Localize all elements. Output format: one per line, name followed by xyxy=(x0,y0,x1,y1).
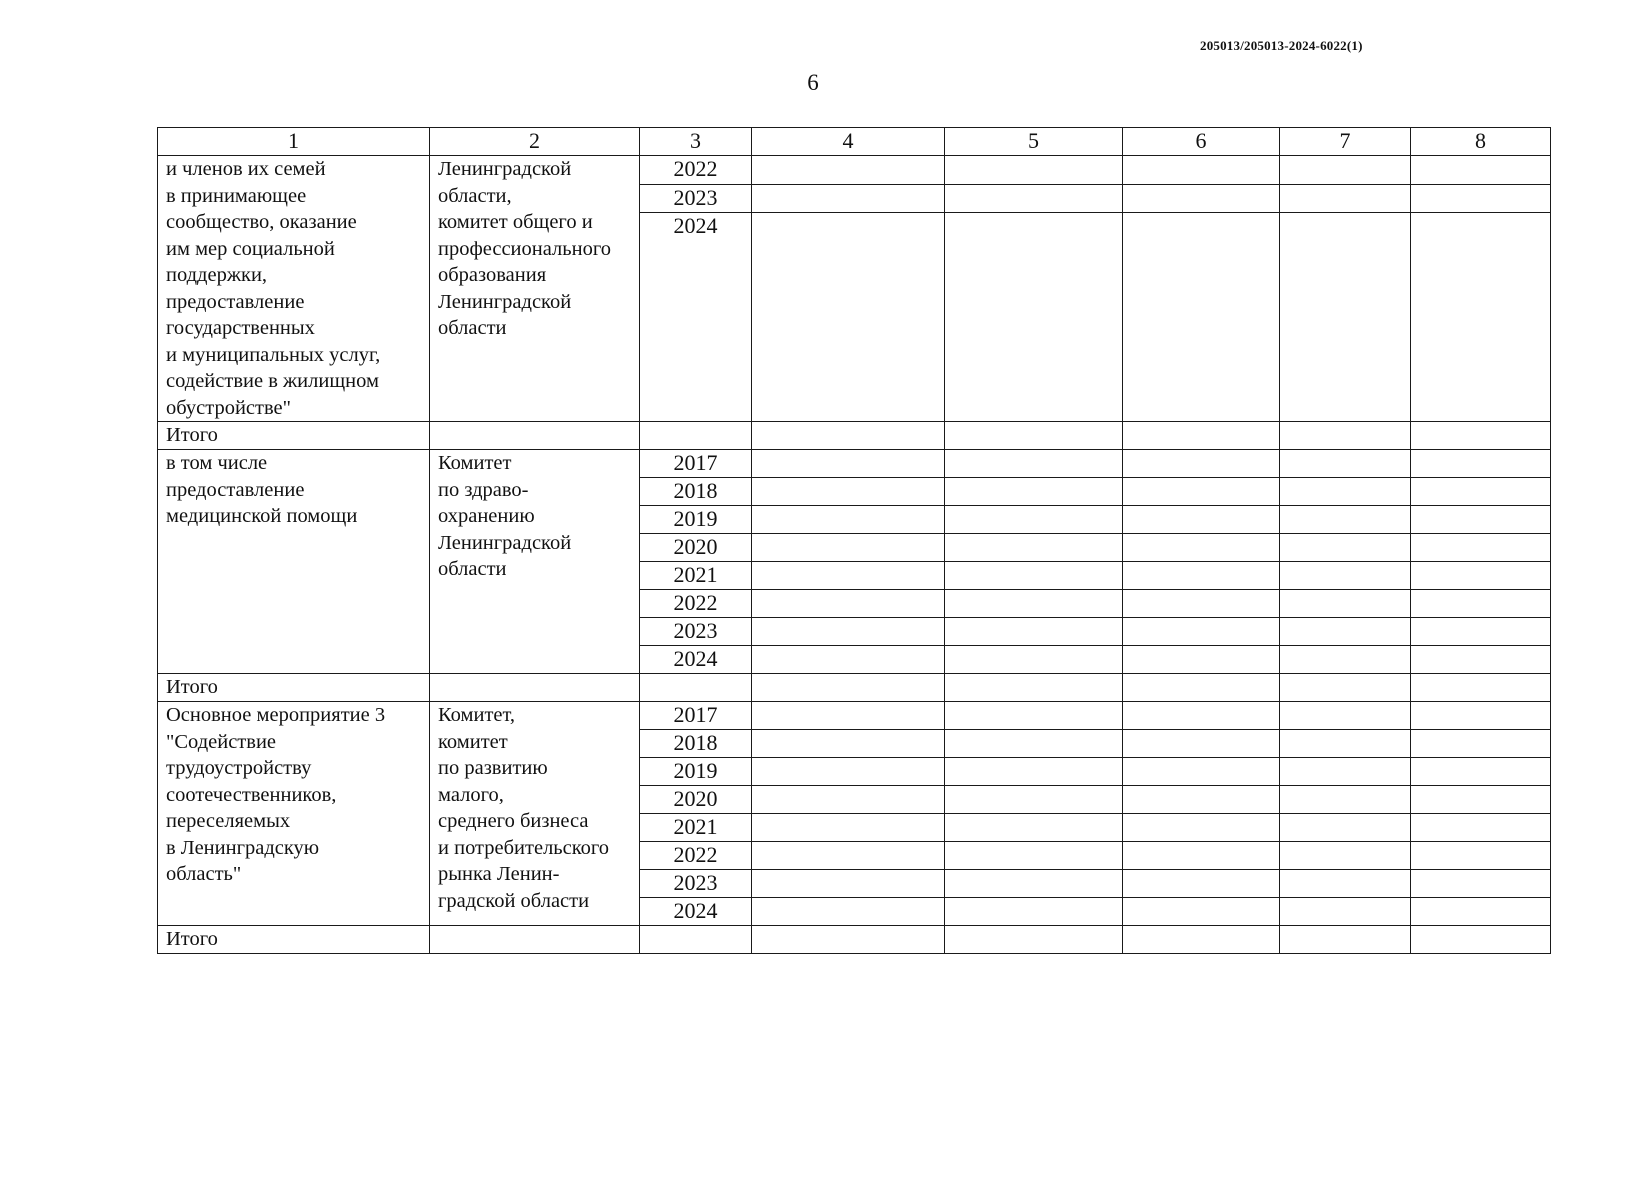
value-cell xyxy=(945,814,1123,842)
value-cell xyxy=(1411,870,1551,898)
table-row xyxy=(158,156,1551,185)
executor-cell: Ленинградской области, комитет общего и профессионального образования Ленинградской области xyxy=(430,156,640,422)
value-cell xyxy=(1411,842,1551,870)
total-label: Итого xyxy=(158,674,430,702)
value-cell xyxy=(1280,870,1411,898)
table-row xyxy=(158,702,1551,730)
year-cell: 2022 xyxy=(640,590,752,618)
value-cell xyxy=(1123,674,1280,702)
year-cell: 2020 xyxy=(640,534,752,562)
value-cell xyxy=(945,184,1123,213)
value-cell xyxy=(640,926,752,954)
table-row xyxy=(158,450,1551,478)
year-cell: 2018 xyxy=(640,730,752,758)
total-label: Итого xyxy=(158,926,430,954)
value-cell xyxy=(1123,786,1280,814)
year-cell: 2018 xyxy=(640,478,752,506)
value-cell xyxy=(1411,814,1551,842)
value-cell xyxy=(1280,842,1411,870)
year-cell: 2024 xyxy=(640,213,752,422)
document-id: 205013/205013-2024-6022(1) xyxy=(1200,38,1363,53)
value-cell xyxy=(752,702,945,730)
value-cell xyxy=(1280,786,1411,814)
value-cell xyxy=(1411,898,1551,926)
value-cell xyxy=(1411,422,1551,450)
value-cell xyxy=(1280,184,1411,213)
value-cell xyxy=(945,646,1123,674)
value-cell xyxy=(945,422,1123,450)
value-cell xyxy=(752,478,945,506)
value-cell xyxy=(1123,618,1280,646)
total-row xyxy=(158,674,1551,702)
value-cell xyxy=(1123,562,1280,590)
value-cell xyxy=(752,926,945,954)
value-cell xyxy=(1123,870,1280,898)
value-cell xyxy=(752,842,945,870)
value-cell xyxy=(1411,674,1551,702)
year-cell: 2019 xyxy=(640,758,752,786)
value-cell xyxy=(430,422,640,450)
value-cell xyxy=(752,422,945,450)
value-cell xyxy=(430,674,640,702)
value-cell xyxy=(1280,534,1411,562)
value-cell xyxy=(1280,590,1411,618)
value-cell xyxy=(1123,156,1280,185)
value-cell xyxy=(752,870,945,898)
value-cell xyxy=(1123,422,1280,450)
value-cell xyxy=(1280,618,1411,646)
value-cell xyxy=(945,562,1123,590)
value-cell xyxy=(1123,814,1280,842)
year-cell: 2024 xyxy=(640,898,752,926)
value-cell xyxy=(752,898,945,926)
column-header: 5 xyxy=(945,128,1123,156)
value-cell xyxy=(1411,646,1551,674)
value-cell xyxy=(1411,506,1551,534)
value-cell xyxy=(945,730,1123,758)
value-cell xyxy=(1411,618,1551,646)
value-cell xyxy=(1280,478,1411,506)
value-cell xyxy=(752,618,945,646)
total-row xyxy=(158,926,1551,954)
value-cell xyxy=(945,926,1123,954)
year-cell: 2022 xyxy=(640,156,752,185)
value-cell xyxy=(1411,926,1551,954)
value-cell xyxy=(1411,478,1551,506)
year-cell: 2021 xyxy=(640,814,752,842)
value-cell xyxy=(1123,702,1280,730)
value-cell xyxy=(752,730,945,758)
value-cell xyxy=(640,422,752,450)
column-header: 7 xyxy=(1280,128,1411,156)
value-cell xyxy=(945,898,1123,926)
year-cell: 2019 xyxy=(640,506,752,534)
value-cell xyxy=(945,702,1123,730)
value-cell xyxy=(752,590,945,618)
value-cell xyxy=(1123,926,1280,954)
value-cell xyxy=(1123,534,1280,562)
activity-cell: в том числе предоставление медицинской помощи xyxy=(158,450,430,674)
value-cell xyxy=(752,786,945,814)
value-cell xyxy=(1123,758,1280,786)
value-cell xyxy=(945,870,1123,898)
value-cell xyxy=(945,758,1123,786)
value-cell xyxy=(1280,562,1411,590)
data-table xyxy=(157,127,1551,954)
value-cell xyxy=(1411,730,1551,758)
value-cell xyxy=(1123,898,1280,926)
value-cell xyxy=(945,450,1123,478)
value-cell xyxy=(752,156,945,185)
year-cell: 2023 xyxy=(640,184,752,213)
value-cell xyxy=(752,450,945,478)
value-cell xyxy=(945,156,1123,185)
value-cell xyxy=(752,506,945,534)
value-cell xyxy=(945,213,1123,422)
executor-cell: Комитет, комитет по развитию малого, среднего бизнеса и потребительского рынка Ленин- градской области xyxy=(430,702,640,926)
column-header: 3 xyxy=(640,128,752,156)
value-cell xyxy=(1123,842,1280,870)
year-cell: 2017 xyxy=(640,702,752,730)
value-cell xyxy=(1411,702,1551,730)
value-cell xyxy=(1280,646,1411,674)
value-cell xyxy=(1280,156,1411,185)
page-number: 6 xyxy=(807,70,819,95)
activity-cell: Основное мероприятие 3 "Содействие трудоустройству соотечественников, переселяемых в Ленинградскую область" xyxy=(158,702,430,926)
value-cell xyxy=(752,184,945,213)
value-cell xyxy=(1123,478,1280,506)
activity-cell: и членов их семей в принимающее сообщество, оказание им мер социальной поддержки, предоставление государственных и муниципальных услуг, содействие в жилищном обустройстве" xyxy=(158,156,430,422)
value-cell xyxy=(1411,534,1551,562)
value-cell xyxy=(752,562,945,590)
value-cell xyxy=(1123,506,1280,534)
year-cell: 2024 xyxy=(640,646,752,674)
year-cell: 2017 xyxy=(640,450,752,478)
value-cell xyxy=(1280,506,1411,534)
value-cell xyxy=(1411,562,1551,590)
year-cell: 2020 xyxy=(640,786,752,814)
value-cell xyxy=(752,674,945,702)
year-cell: 2023 xyxy=(640,618,752,646)
column-header: 6 xyxy=(1123,128,1280,156)
value-cell xyxy=(1280,450,1411,478)
value-cell xyxy=(752,213,945,422)
value-cell xyxy=(1280,898,1411,926)
value-cell xyxy=(945,478,1123,506)
value-cell xyxy=(1411,590,1551,618)
value-cell xyxy=(1411,786,1551,814)
value-cell xyxy=(430,926,640,954)
value-cell xyxy=(945,506,1123,534)
column-header: 8 xyxy=(1411,128,1551,156)
value-cell xyxy=(945,618,1123,646)
executor-cell: Комитет по здраво- охранению Ленинградской области xyxy=(430,450,640,674)
value-cell xyxy=(1280,730,1411,758)
column-header: 4 xyxy=(752,128,945,156)
value-cell xyxy=(1123,450,1280,478)
value-cell xyxy=(752,646,945,674)
year-cell: 2023 xyxy=(640,870,752,898)
value-cell xyxy=(1280,422,1411,450)
total-label: Итого xyxy=(158,422,430,450)
value-cell xyxy=(752,534,945,562)
value-cell xyxy=(1280,814,1411,842)
value-cell xyxy=(1280,674,1411,702)
value-cell xyxy=(1411,758,1551,786)
value-cell xyxy=(945,842,1123,870)
value-cell xyxy=(1123,590,1280,618)
year-cell: 2022 xyxy=(640,842,752,870)
value-cell xyxy=(752,758,945,786)
value-cell xyxy=(945,590,1123,618)
value-cell xyxy=(1123,730,1280,758)
total-row xyxy=(158,422,1551,450)
value-cell xyxy=(640,674,752,702)
value-cell xyxy=(1280,926,1411,954)
value-cell xyxy=(1280,213,1411,422)
column-header: 1 xyxy=(158,128,430,156)
value-cell xyxy=(945,674,1123,702)
value-cell xyxy=(1411,450,1551,478)
value-cell xyxy=(1411,156,1551,185)
value-cell xyxy=(1123,646,1280,674)
value-cell xyxy=(1411,213,1551,422)
value-cell xyxy=(1123,213,1280,422)
table-header-row xyxy=(158,128,1551,156)
value-cell xyxy=(945,786,1123,814)
value-cell xyxy=(1411,184,1551,213)
year-cell: 2021 xyxy=(640,562,752,590)
value-cell xyxy=(945,534,1123,562)
value-cell xyxy=(1280,702,1411,730)
value-cell xyxy=(752,814,945,842)
column-header: 2 xyxy=(430,128,640,156)
value-cell xyxy=(1280,758,1411,786)
value-cell xyxy=(1123,184,1280,213)
